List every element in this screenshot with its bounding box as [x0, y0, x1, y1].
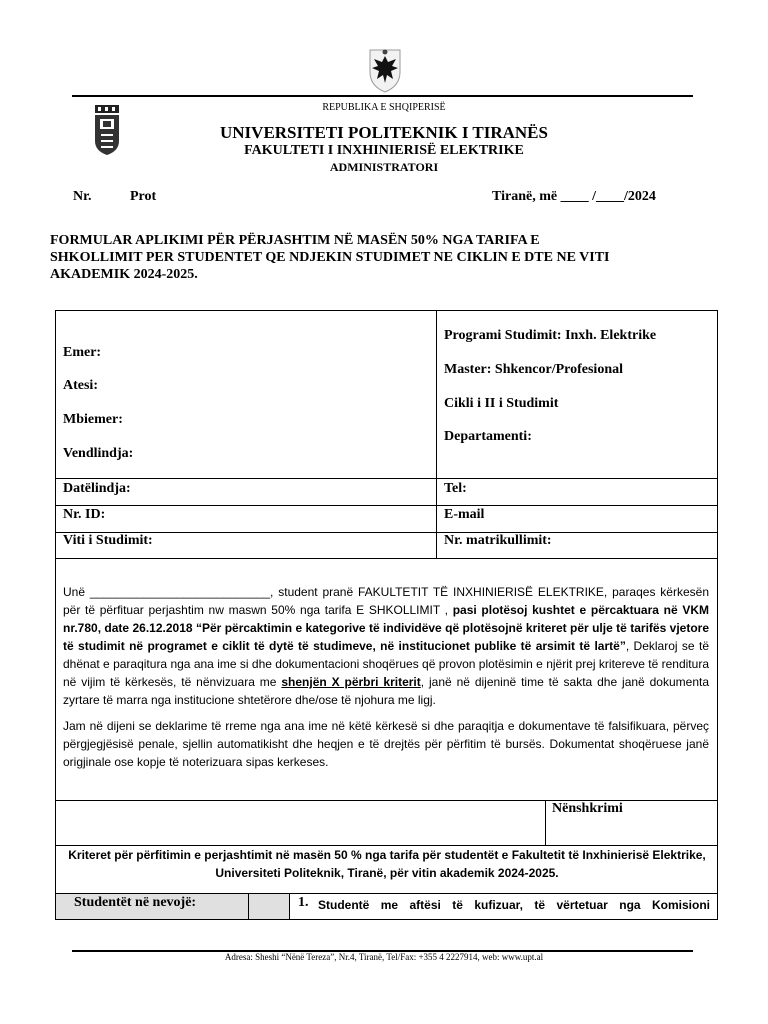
republic-label: REPUBLIKA E SHQIPERISË: [322, 102, 446, 113]
row-divider: [55, 532, 718, 533]
signature-field[interactable]: Nënshkrimi: [552, 801, 623, 816]
declaration-text: [63, 583, 709, 779]
departamenti-field[interactable]: Departamenti:: [444, 429, 532, 444]
form-title-line-2: SHKOLLIMIT PER STUDENTET QE NDJEKIN STUDIMET NE CIKLIN E DTE NE VITI: [50, 250, 610, 265]
header-rule: [72, 95, 693, 97]
faculty-name: FAKULTETI I INXHINIERISË ELEKTRIKE: [244, 143, 524, 158]
row-divider: [55, 558, 718, 559]
tel-field[interactable]: Tel:: [444, 481, 467, 496]
declaration-paragraph-2: Jam në dijeni se deklarime të rreme nga ana ime në këtë kërkesë si dhe paraqitja e dokumentave të falsifikuara, përveç përgjegjësisë penale, sjellin automatikisht dhe heqjen e të drejtës për përfitim të bursës. Dokumentat shoqëruese janë origjinale ose kopje të noterizuara sipas kerkeses.: [63, 719, 709, 769]
date-line: Tiranë, më ____ /____/2024: [492, 189, 656, 204]
nr-id-field[interactable]: Nr. ID:: [63, 507, 106, 522]
office-name: ADMINISTRATORI: [329, 160, 439, 174]
footer-address: Adresa: Sheshi “Nënë Tereza”, Nr.4, Tiranë, Tel/Fax: +355 4 2227914, web: www.upt.al: [224, 952, 544, 962]
declaration-paragraph-1: Unë ___________________________, student pranë FAKULTETIT TË INXHINIERISË ELEKTRIKE, paraqes kërkesën për të përfituar perjashtim nw maswn 50% nga tarifa E SHKOLLIMIT , pasi plotësoj kushtet e përcaktuara në VKM nr.780, date 26.12.2018 “Për përcaktimin e kategorive të individëve që plotësojnë kriteret për ulje të tarifës vjetore të studimit në programet e ciklit të dytë të studimeve, në institucionet publike të arsimit të lartë”, Deklaroj se të dhënat e paraqitura nga ana ime si dhe dokumentacioni shoqërues që provon plotësimin e njërit prej kritereve të renditura në vijim të kërkesës, të nënvizuara me shenjën X përbri kriterit, janë në dijeninë time të sakta dhe janë dokumenta zyrtare të marra nga institucione shtetërore dhe/ose të njohura me ligj.: [63, 585, 710, 707]
viti-studimit-field[interactable]: Viti i Studimit:: [63, 533, 153, 548]
form-title: [50, 232, 693, 283]
criteria-checkbox-cell[interactable]: [249, 894, 289, 919]
university-name: UNIVERSITETI POLITEKNIK I TIRANËS: [220, 123, 548, 142]
criteria-category-label: Studentët në nevojë:: [74, 895, 197, 910]
row-divider: [55, 505, 718, 506]
master-field[interactable]: Master: Shkencor/Profesional: [444, 362, 623, 377]
mbiemer-field[interactable]: Mbiemer:: [63, 412, 123, 427]
column-divider: [436, 310, 437, 558]
datelindja-field[interactable]: Datëlindja:: [63, 481, 131, 496]
vendlindja-field[interactable]: Vendlindja:: [63, 446, 134, 461]
email-field[interactable]: E-mail: [444, 507, 485, 522]
nr-label: Nr.: [73, 189, 92, 204]
prot-label: Prot: [130, 189, 157, 204]
criteria-title: Kriteret për përfitimin e perjashtimit në masën 50 % nga tarifa për studentët e Fakultetit të Inxhinierisë Elektrike, Universiteti Politeknik, Tiranë, për vitin akademik 2024-2025.: [68, 848, 706, 880]
form-title-line-3: AKADEMIK 2024-2025.: [50, 267, 198, 282]
nr-matrikullimit-field[interactable]: Nr. matrikullimit:: [444, 533, 552, 548]
cikli-field[interactable]: Cikli i II i Studimit: [444, 396, 559, 411]
form-title-line-1: FORMULAR APLIKIMI PËR PËRJASHTIM NË MASËN 50% NGA TARIFA E: [50, 233, 540, 248]
atesi-field[interactable]: Atesi:: [63, 378, 98, 393]
criteria-text: Studentë me aftësi të kufizuar, të vërtetuar nga Komisioni: [318, 898, 710, 912]
row-divider: [55, 478, 718, 479]
albania-emblem-icon: [366, 46, 404, 94]
signature-empty-cell: [56, 801, 544, 844]
criteria-number: 1.: [298, 895, 309, 910]
signature-divider: [545, 800, 546, 845]
emer-field[interactable]: Emer:: [63, 345, 102, 360]
programi-field[interactable]: Programi Studimit: Inxh. Elektrike: [444, 328, 657, 343]
criteria-divider: [289, 893, 290, 920]
